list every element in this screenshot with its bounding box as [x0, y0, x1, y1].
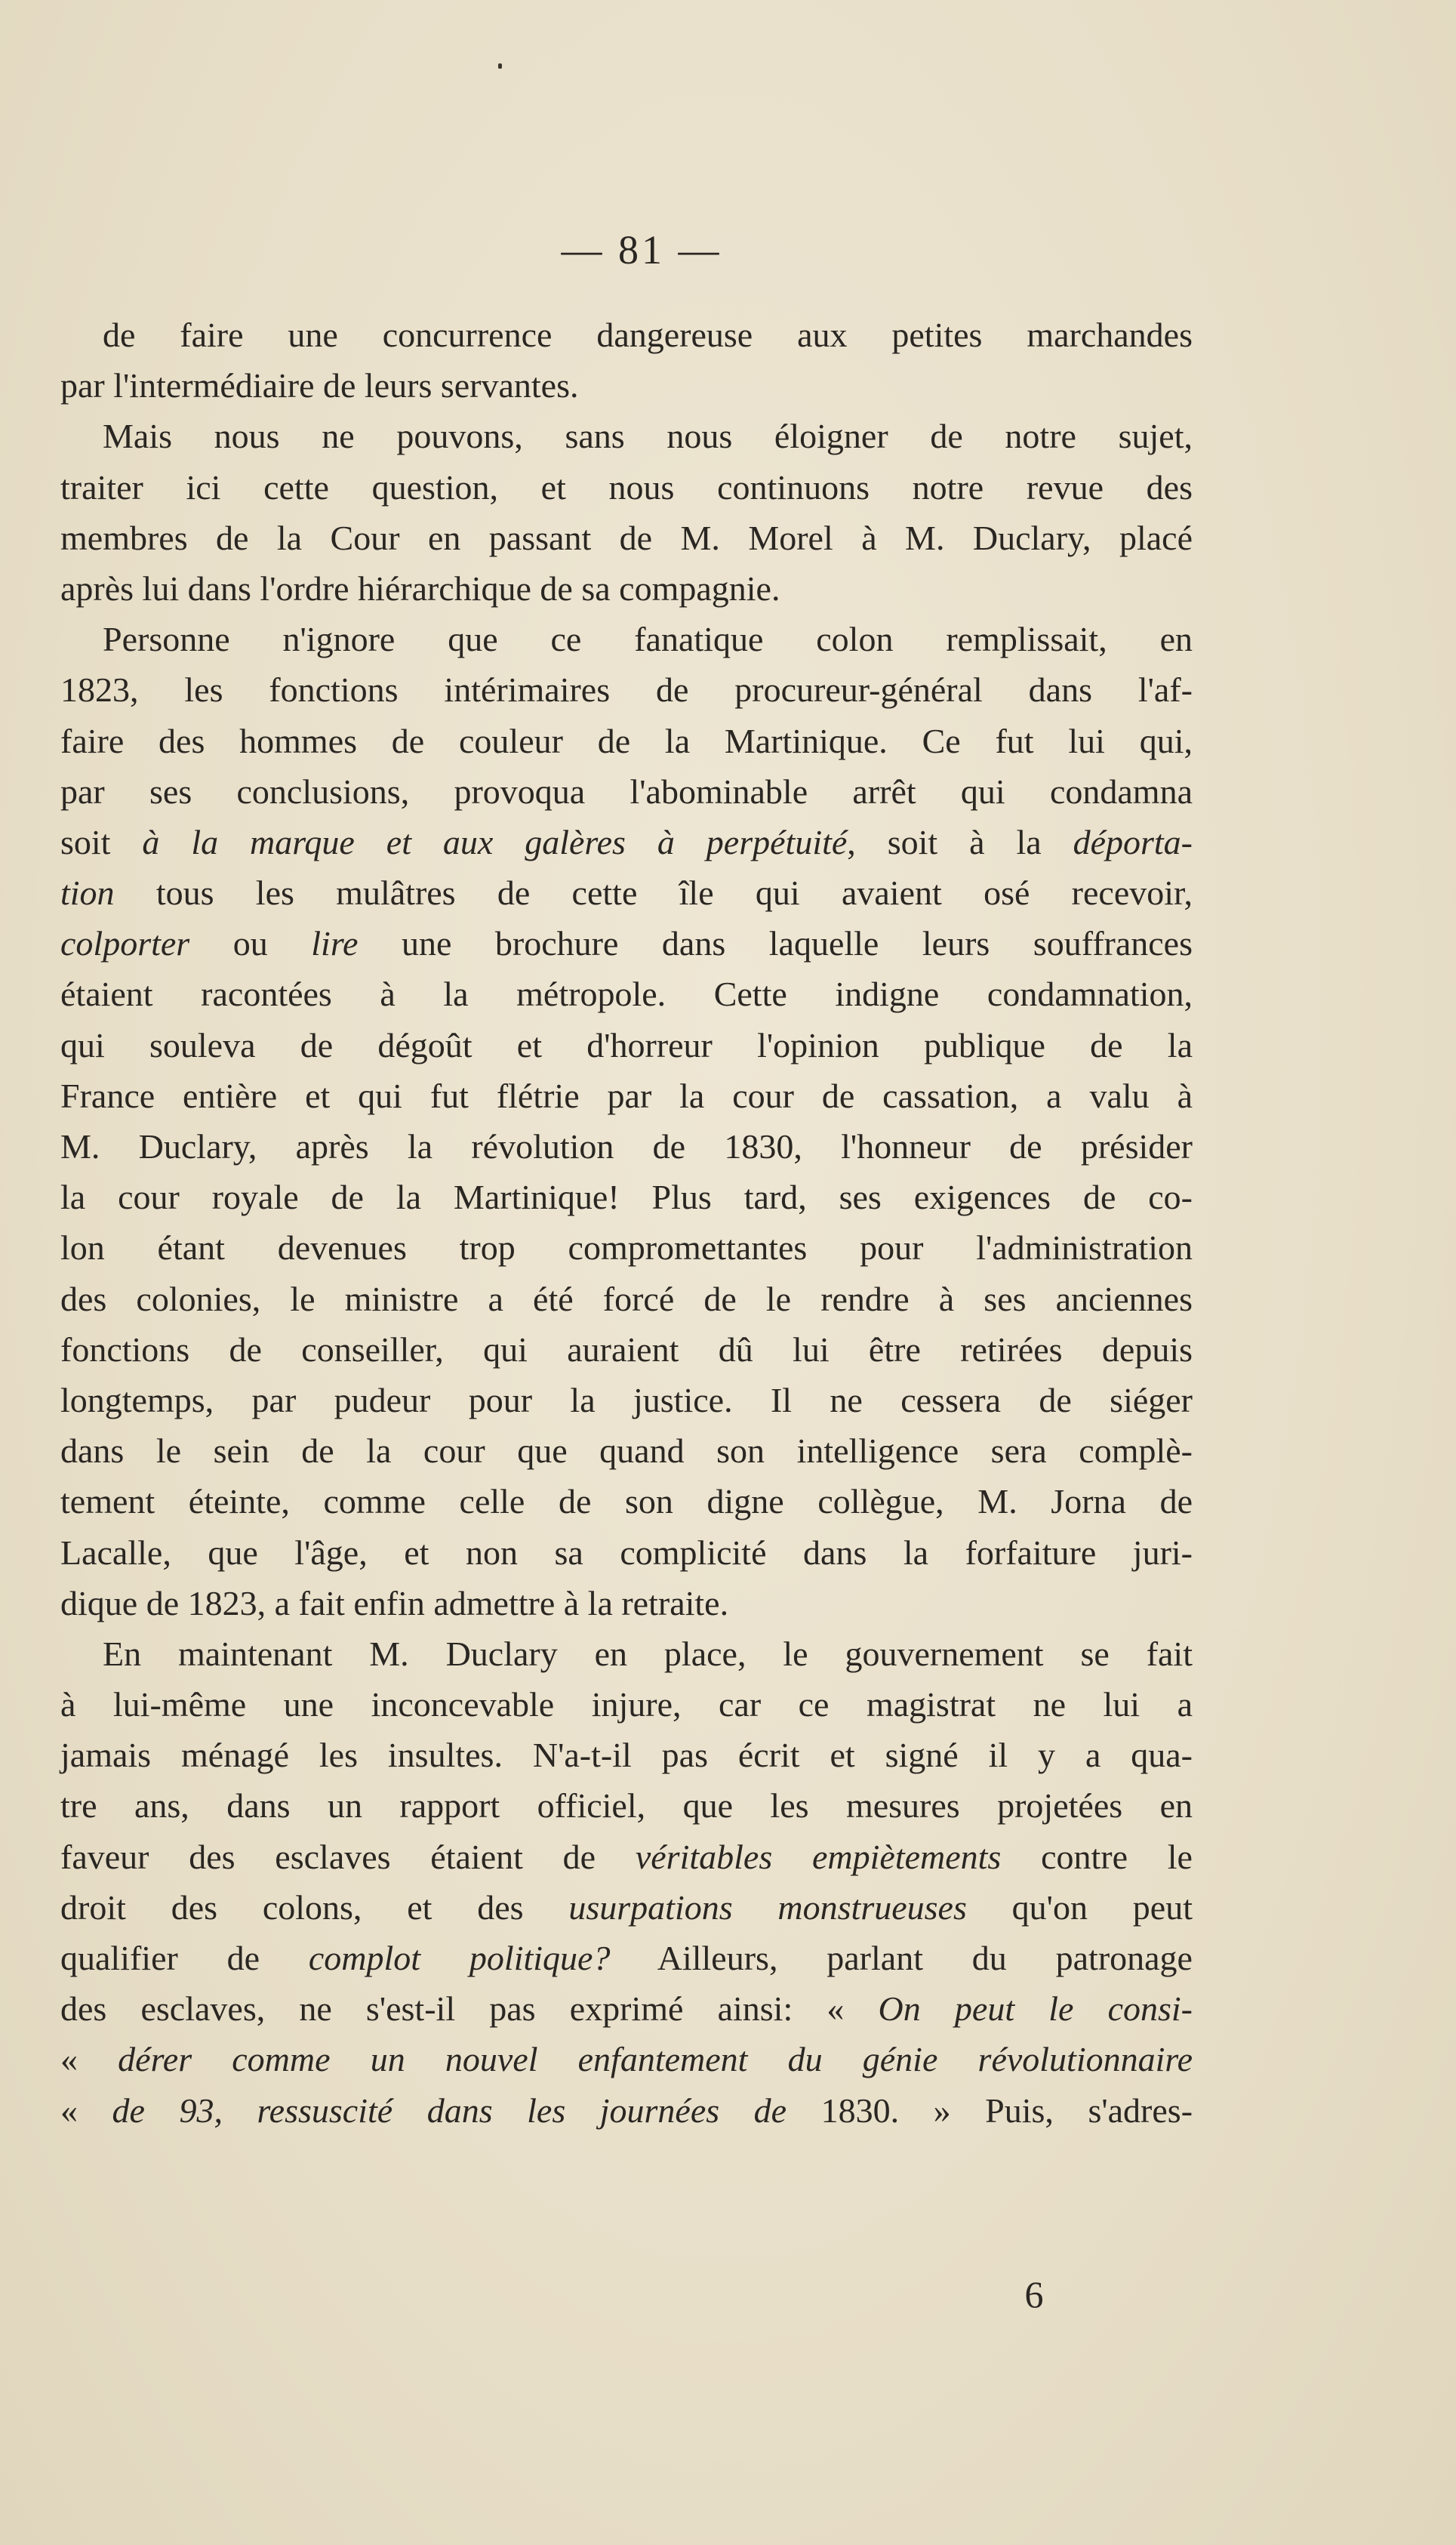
- text-line: [60, 1020, 1193, 1071]
- text-line: [60, 563, 1193, 614]
- text-span: jamais ménagé les insultes. N'a-t-il pas écrit et signé il y a qua-: [60, 1736, 1193, 1775]
- text-span: France entière et qui fut flétrie par la cour de cassation, a valu à: [60, 1076, 1193, 1115]
- text-span: 1830. » Puis, s'adres-: [786, 2091, 1193, 2130]
- text-line: [60, 2034, 1193, 2084]
- text-span: Personne n'ignore que ce fanatique colon remplissait, en: [103, 620, 1193, 659]
- italic-span: complot politique?: [308, 1939, 611, 1977]
- text-line: [60, 1933, 1193, 1983]
- text-span: qui souleva de dégoût et d'horreur l'opinion publique de la: [60, 1025, 1193, 1065]
- text-span: droit des colons, et des: [60, 1887, 569, 1927]
- text-line: [60, 1628, 1193, 1679]
- text-span: tre ans, dans un rapport officiel, que les mesures projetées en: [60, 1786, 1193, 1826]
- text-span: après lui dans l'ordre hiérarchique de sa compagnie.: [60, 568, 780, 608]
- text-span: faveur des esclaves étaient de: [60, 1837, 636, 1876]
- text-span: soit: [60, 822, 143, 861]
- text-span: contre le: [1001, 1837, 1193, 1876]
- text-line: [60, 1527, 1193, 1578]
- text-span: de faire une concurrence dangereuse aux petites marchandes: [103, 316, 1193, 354]
- text-span: «: [60, 2040, 119, 2079]
- text-span: qualifier de: [60, 1939, 309, 1977]
- text-line: [60, 411, 1193, 461]
- text-line: [60, 766, 1193, 817]
- text-span: longtemps, par pudeur pour la justice. Il ne cessera de siéger: [60, 1380, 1193, 1419]
- text-line: [60, 1121, 1193, 1172]
- text-span: dique de 1823, a fait enfin admettre à la retraite.: [60, 1583, 729, 1622]
- italic-span: à la marque et aux galères à perpétuité: [142, 822, 848, 861]
- text-line: [60, 462, 1193, 513]
- italic-span: usurpations monstrueuses: [568, 1887, 967, 1927]
- text-span: par l'intermédiaire de leurs servantes.: [60, 366, 579, 405]
- text-span: fonctions de conseiller, qui auraient dû lui être retirées depuis: [60, 1330, 1193, 1369]
- text-span: à lui-même une inconcevable injure, car ce magistrat ne lui a: [60, 1685, 1193, 1724]
- italic-span: colporter: [60, 924, 190, 963]
- text-line: [60, 310, 1193, 360]
- text-span: M. Duclary, après la révolution de 1830, l'honneur de présider: [60, 1127, 1193, 1166]
- text-line: [60, 1425, 1193, 1476]
- body-text: [60, 310, 1193, 2136]
- text-span: faire des hommes de couleur de la Martinique. Ce fut lui qui,: [60, 721, 1193, 760]
- text-line: [60, 1882, 1193, 1933]
- text-line: [60, 1375, 1193, 1425]
- text-span: la cour royale de la Martinique! Plus tard, ses exigences de co-: [60, 1178, 1193, 1217]
- text-line: [60, 1578, 1193, 1628]
- text-span: Lacalle, que l'âge, et non sa complicité dans la forfaiture juri-: [60, 1533, 1193, 1572]
- italic-span: de 93, ressuscité dans les journées de: [112, 2091, 787, 2130]
- signature-mark: 6: [1024, 2273, 1044, 2315]
- ink-speck: [498, 63, 502, 69]
- text-span: par ses conclusions, provoqua l'abominable arrêt qui condamna: [60, 772, 1193, 811]
- text-line: [60, 1222, 1193, 1273]
- text-line: [60, 1679, 1193, 1730]
- italic-span: déporta-: [1073, 822, 1193, 861]
- text-line: [60, 969, 1193, 1019]
- text-span: des colonies, le ministre a été forcé de le rendre à ses anciennes: [60, 1279, 1193, 1318]
- italic-span: lire: [311, 924, 359, 963]
- text-line: [60, 716, 1193, 766]
- text-span: étaient racontées à la métropole. Cette indigne condamnation,: [60, 975, 1193, 1014]
- page-number: — 81 —: [561, 227, 722, 273]
- italic-span: véritables empiètements: [635, 1837, 1002, 1876]
- text-span: qu'on peut: [966, 1887, 1193, 1927]
- italic-span: dérer comme un nouvel enfantement du génie révolutionnaire: [118, 2040, 1193, 2079]
- text-line: [60, 1071, 1193, 1121]
- italic-span: tion: [60, 873, 115, 913]
- text-line: [60, 360, 1193, 411]
- text-line: [60, 1324, 1193, 1375]
- text-line: [60, 1730, 1193, 1780]
- text-span: membres de la Cour en passant de M. Morel à M. Duclary, placé: [60, 518, 1193, 557]
- text-span: tement éteinte, comme celle de son digne collègue, M. Jorna de: [60, 1482, 1193, 1521]
- text-line: [60, 1476, 1193, 1527]
- text-span: Mais nous ne pouvons, sans nous éloigner de notre sujet,: [103, 417, 1193, 456]
- text-line: [60, 513, 1193, 563]
- text-span: , soit à la: [847, 822, 1073, 861]
- text-span: Ailleurs, parlant du patronage: [610, 1939, 1193, 1977]
- text-line: [60, 1832, 1193, 1882]
- text-span: traiter ici cette question, et nous continuons notre revue des: [60, 467, 1193, 507]
- italic-span: On peut le consi-: [878, 1989, 1193, 2029]
- text-span: dans le sein de la cour que quand son intelligence sera complè-: [60, 1431, 1193, 1471]
- text-line: [60, 817, 1193, 867]
- text-line: [60, 614, 1193, 664]
- text-span: 1823, les fonctions intérimaires de procureur-général dans l'af-: [60, 670, 1193, 710]
- text-span: En maintenant M. Duclary en place, le gouvernement se fait: [103, 1634, 1193, 1673]
- text-line: [60, 1983, 1193, 2034]
- text-line: [60, 867, 1193, 918]
- text-line: [60, 2085, 1193, 2136]
- text-span: une brochure dans laquelle leurs souffrances: [358, 924, 1193, 963]
- text-span: «: [60, 2091, 112, 2130]
- text-line: [60, 918, 1193, 969]
- text-line: [60, 664, 1193, 715]
- text-line: [60, 1780, 1193, 1831]
- text-span: des esclaves, ne s'est-il pas exprimé ainsi: «: [60, 1989, 879, 2029]
- text-line: [60, 1172, 1193, 1222]
- text-span: lon étant devenues trop compromettantes pour l'administration: [60, 1228, 1193, 1268]
- text-span: tous les mulâtres de cette île qui avaient osé recevoir,: [114, 873, 1193, 913]
- text-span: ou: [189, 924, 312, 963]
- text-line: [60, 1274, 1193, 1324]
